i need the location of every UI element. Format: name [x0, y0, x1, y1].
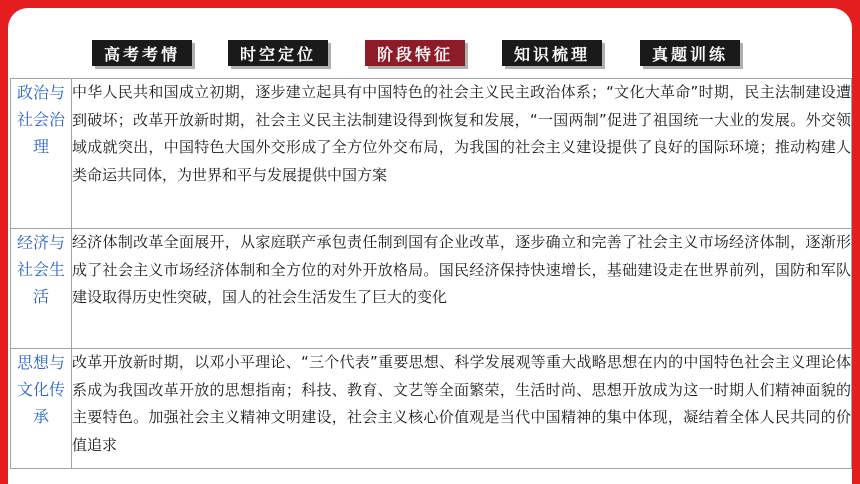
row-label-politics: 政治与社会治理: [11, 79, 72, 229]
stage-features-table: [10, 78, 852, 469]
row-label-culture: 思想与文化传承: [11, 349, 72, 469]
row-text-economy: 经济体制改革全面展开，从家庭联产承包责任制到国有企业改革，逐步确立和完善了社会主义市场经济体制，逐渐形成了社会主义市场经济体制和全方位的对外开放格局。国民经济保持快速增长，基础建设走在世界前列，国防和军队建设取得历史性突破，国人的社会生活发生了巨大的变化: [72, 229, 852, 349]
tab-past-exams[interactable]: 真题训练: [640, 40, 740, 66]
tab-time-space[interactable]: 时空定位: [228, 40, 328, 66]
row-text-politics: 中华人民共和国成立初期，逐步建立起具有中国特色的社会主义民主政治体系；“文化大革命”时期，民主法制建设遭到破坏；改革开放新时期，社会主义民主法制建设得到恢复和发展，“一国两制”促进了祖国统一大业的发展。外交领域成就突出，中国特色大国外交形成了全方位外交布局，为我国的社会主义建设提供了良好的国际环境；推动构建人类命运共同体，为世界和平与发展提供中国方案: [72, 79, 852, 229]
row-label-economy: 经济与社会生活: [11, 229, 72, 349]
tab-stage-features[interactable]: 阶段特征: [365, 40, 465, 66]
table-row: [11, 79, 852, 229]
table-row: [11, 229, 852, 349]
tab-exam-overview[interactable]: 高考考情: [92, 40, 192, 66]
tab-bar: [0, 40, 860, 66]
table-row: [11, 349, 852, 469]
row-text-culture: 改革开放新时期，以邓小平理论、“三个代表”重要思想、科学发展观等重大战略思想在内的中国特色社会主义理论体系成为我国改革开放的思想指南；科技、教育、文艺等全面繁荣，生活时尚、思想开放成为这一时期人们精神面貌的主要特色。加强社会主义精神文明建设，社会主义核心价值观是当代中国精神的集中体现，凝结着全体人民共同的价值追求: [72, 349, 852, 469]
tab-knowledge-review[interactable]: 知识梳理: [502, 40, 602, 66]
